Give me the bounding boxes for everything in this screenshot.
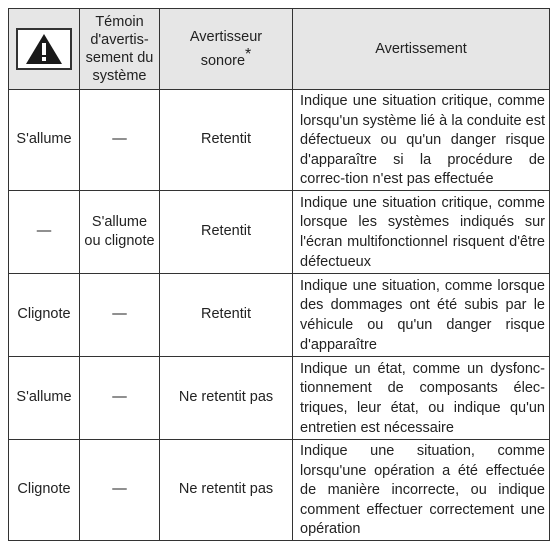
table-row [9, 356, 550, 439]
cell-sonore: Retentit [160, 273, 293, 356]
table-row [9, 439, 550, 540]
footnote-mark: * [245, 46, 252, 63]
header-avertissement: Avertissement [293, 9, 550, 90]
cell-sonore: Ne retentit pas [160, 356, 293, 439]
warning-triangle-icon [16, 28, 72, 70]
cell-temoin: S'allume [9, 356, 80, 439]
warning-table [8, 8, 550, 541]
cell-systeme: — [80, 273, 160, 356]
table-row [9, 90, 550, 191]
cell-sonore: Ne retentit pas [160, 439, 293, 540]
cell-temoin: — [9, 190, 80, 273]
cell-systeme: — [80, 439, 160, 540]
cell-systeme: — [80, 90, 160, 191]
cell-avertissement: Indique une situation critique, comme lorsque les systèmes indiqués sur l'écran multifonctionnel risquent d'être défectueux [293, 190, 550, 273]
header-temoin: Témoin d'avertis- sement du système [80, 9, 160, 90]
cell-temoin: S'allume [9, 90, 80, 191]
table-header-row [9, 9, 550, 90]
header-avertisseur-label: Avertisseur sonore [189, 29, 263, 69]
cell-temoin: Clignote [9, 439, 80, 540]
cell-avertissement: Indique un état, comme un dysfonc-tionnement de composants élec-triques, leur état, ou indique qu'un entretien est nécessaire [293, 356, 550, 439]
cell-avertissement: Indique une situation critique, comme lorsqu'un système lié à la conduite est défectueux ou qu'un danger risque d'apparaître si la procédure de correc-tion n'est pas effectuée [293, 90, 550, 191]
cell-systeme: — [80, 356, 160, 439]
cell-sonore: Retentit [160, 190, 293, 273]
cell-avertissement: Indique une situation, comme lorsqu'une opération a été effectuée de manière incorrecte, ou indique comment effectuer correctement une opération [293, 439, 550, 540]
cell-sonore: Retentit [160, 90, 293, 191]
header-avertisseur [160, 9, 293, 90]
header-icon-cell [9, 9, 80, 90]
table-row [9, 273, 550, 356]
cell-temoin: Clignote [9, 273, 80, 356]
cell-systeme: S'allume ou clignote [80, 190, 160, 273]
table-row [9, 190, 550, 273]
cell-avertissement: Indique une situation, comme lorsque des dommages ont été subis par le véhicule ou qu'un danger risque d'apparaître [293, 273, 550, 356]
